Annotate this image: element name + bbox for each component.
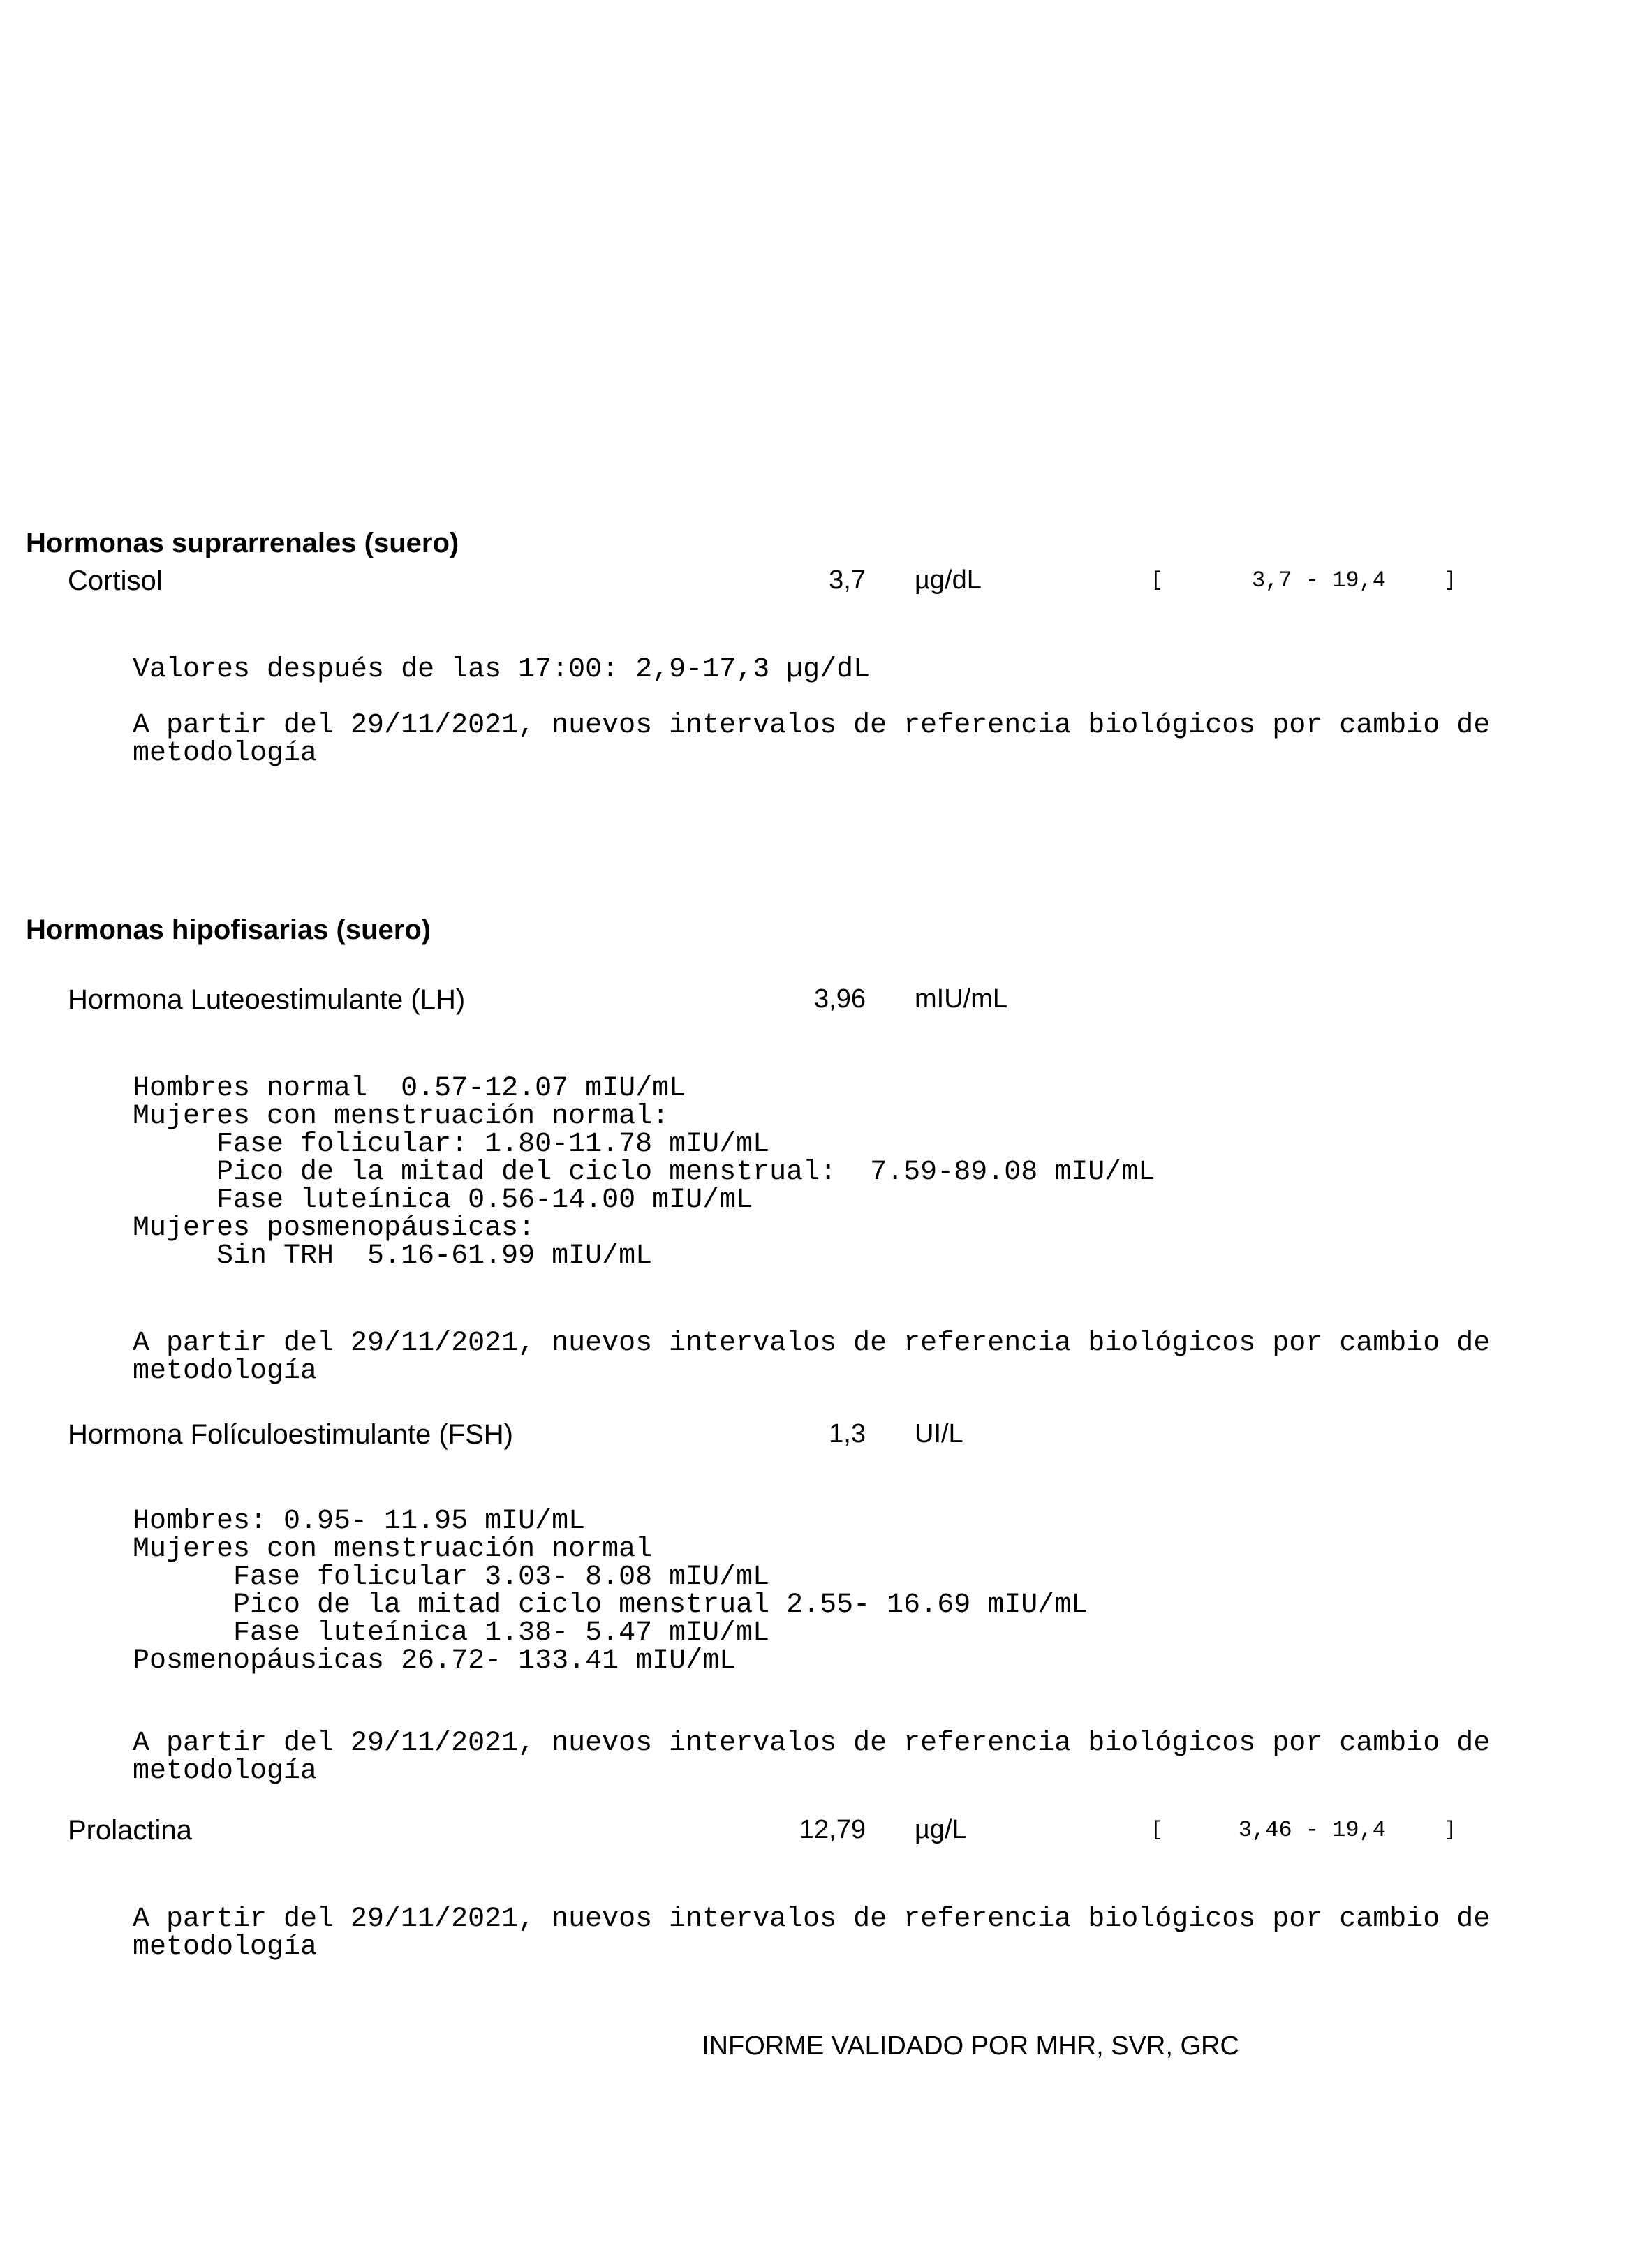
note-lh-ref-line5: Fase luteínica 0.56-14.00 mIU/mL xyxy=(133,1185,753,1216)
test-name-prolactina: Prolactina xyxy=(68,1815,192,1846)
test-name-lh: Hormona Luteoestimulante (LH) xyxy=(68,984,466,1015)
test-unit-cortisol: µg/dL xyxy=(915,565,982,595)
ref-range-prolactina: 3,46 - 19,4 xyxy=(1238,1817,1386,1843)
ref-close-bracket-prolactina: ] xyxy=(1444,1818,1457,1842)
test-value-prolactina: 12,79 xyxy=(799,1815,866,1844)
test-name-cortisol: Cortisol xyxy=(68,565,163,596)
ref-close-bracket-cortisol: ] xyxy=(1444,569,1457,593)
report-validation-footer: INFORME VALIDADO POR MHR, SVR, GRC xyxy=(702,2031,1239,2061)
note-prolactina-methodology-line2: metodología xyxy=(133,1932,318,1963)
note-fsh-ref-line5: Fase luteínica 1.38- 5.47 mIU/mL xyxy=(133,1617,770,1649)
section-title-hipofisarias: Hormonas hipofisarias (suero) xyxy=(26,914,431,945)
note-fsh-ref-line6: Posmenopáusicas 26.72- 133.41 mIU/mL xyxy=(133,1645,737,1677)
note-fsh-ref-line3: Fase folicular 3.03- 8.08 mIU/mL xyxy=(133,1562,770,1593)
note-lh-ref-line6: Mujeres posmenopáusicas: xyxy=(133,1213,535,1244)
note-fsh-ref-line1: Hombres: 0.95- 11.95 mIU/mL xyxy=(133,1506,586,1537)
note-lh-ref-line2: Mujeres con menstruación normal: xyxy=(133,1101,670,1132)
test-name-fsh: Hormona Folículoestimulante (FSH) xyxy=(68,1419,513,1450)
test-value-fsh: 1,3 xyxy=(829,1419,866,1448)
note-lh-methodology-line1: A partir del 29/11/2021, nuevos intervalos de referencia biológicos por cambio de xyxy=(133,1328,1491,1359)
note-lh-ref-line1: Hombres normal 0.57-12.07 mIU/mL xyxy=(133,1073,686,1104)
note-lh-ref-line4: Pico de la mitad del ciclo menstrual: 7.59-89.08 mIU/mL xyxy=(133,1157,1155,1188)
ref-open-bracket-prolactina: [ xyxy=(1151,1818,1164,1842)
ref-range-cortisol: 3,7 - 19,4 xyxy=(1251,568,1386,593)
test-unit-fsh: UI/L xyxy=(915,1419,963,1448)
test-value-lh: 3,96 xyxy=(814,984,866,1014)
note-fsh-ref-line4: Pico de la mitad ciclo menstrual 2.55- 16.69 mIU/mL xyxy=(133,1589,1088,1621)
note-cortisol-methodology-line1: A partir del 29/11/2021, nuevos intervalos de referencia biológicos por cambio de xyxy=(133,710,1491,741)
test-unit-lh: mIU/mL xyxy=(915,984,1007,1014)
note-lh-ref-line3: Fase folicular: 1.80-11.78 mIU/mL xyxy=(133,1129,770,1160)
note-lh-methodology-line2: metodología xyxy=(133,1356,318,1387)
section-title-suprarrenales: Hormonas suprarrenales (suero) xyxy=(26,528,459,558)
note-prolactina-methodology-line1: A partir del 29/11/2021, nuevos intervalos de referencia biológicos por cambio de xyxy=(133,1904,1491,1935)
note-fsh-ref-line2: Mujeres con menstruación normal xyxy=(133,1534,653,1565)
note-fsh-methodology-line2: metodología xyxy=(133,1756,318,1787)
note-lh-ref-line7: Sin TRH 5.16-61.99 mIU/mL xyxy=(133,1240,653,1272)
test-value-cortisol: 3,7 xyxy=(829,565,866,595)
ref-open-bracket-cortisol: [ xyxy=(1151,569,1164,593)
test-unit-prolactina: µg/L xyxy=(915,1815,967,1844)
note-cortisol-methodology-line2: metodología xyxy=(133,738,318,769)
note-fsh-methodology-line1: A partir del 29/11/2021, nuevos intervalos de referencia biológicos por cambio de xyxy=(133,1728,1491,1759)
note-cortisol-evening-values: Valores después de las 17:00: 2,9-17,3 µg/dL xyxy=(133,654,871,685)
